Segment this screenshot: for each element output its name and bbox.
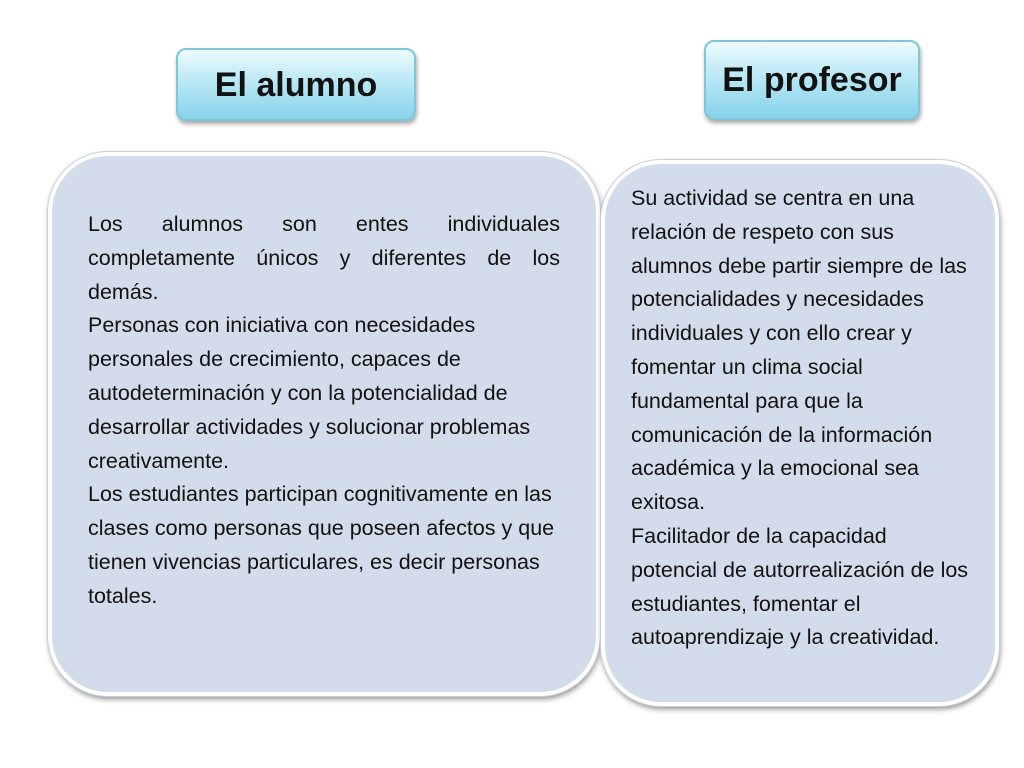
alumno-title: [176, 48, 416, 121]
profesor-paragraph-2: Facilitador de la capacidad potencial de autorrealización de los estudiantes, fomentar el autoaprendizaje y la creatividad.: [631, 523, 969, 650]
profesor-panel: [601, 160, 999, 706]
profesor-title: [704, 40, 920, 120]
alumno-paragraph-3: Los estudiantes participan cognitivamente en las clases como personas que poseen afectos y que tienen vivencias particulares, es decir personas totales.: [88, 482, 555, 608]
alumno-title-label: El alumno: [214, 65, 378, 104]
profesor-title-label: El profesor: [722, 61, 902, 99]
alumno-panel: [48, 152, 600, 696]
profesor-paragraph-1: Su actividad se centra en una relación de respeto con sus alumnos debe partir siempre de las potencialidades y necesidades individuales y con ello crear y fomentar un clima social fundamental para que la comunicación de la información académica y la emocional sea exitosa.: [631, 186, 967, 515]
alumno-paragraph-1: Los alumnos son entes individuales completamente únicos y diferentes de los demás.: [88, 212, 560, 304]
alumno-paragraph-2: Personas con iniciativa con necesidades personales de crecimiento, capaces de autodeterminación y con la potencialidad de desarrollar actividades y solucionar problemas creativamente.: [88, 313, 531, 473]
